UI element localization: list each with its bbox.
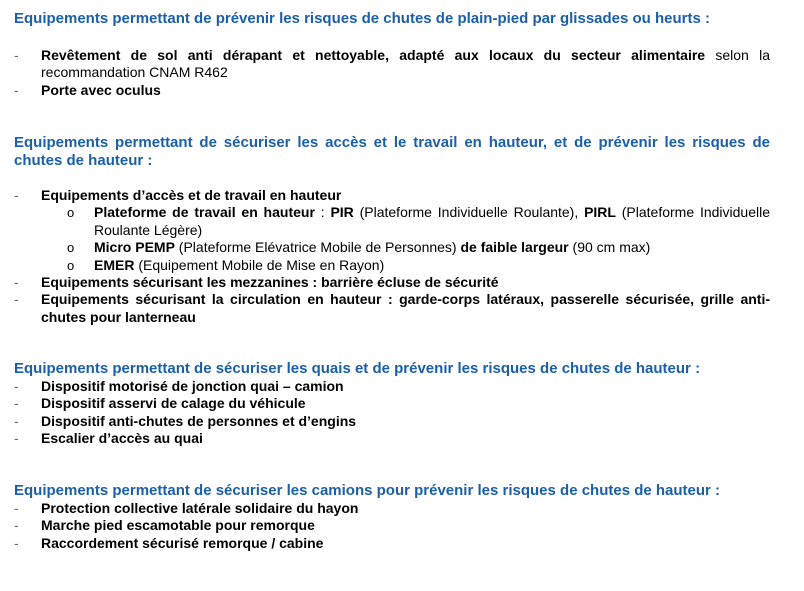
section-quais [14,360,770,448]
list-item: - Dispositif asservi de calage du véhicule [14,395,770,412]
list-item: - Equipements sécurisant les mezzanines : barrière écluse de sécurité [14,274,770,291]
list-item: - Protection collective latérale solidaire du hayon [14,500,770,517]
sub-bold-text: PIR [330,204,354,221]
sub-normal-text: : [314,204,331,221]
circle-bullet-icon: o [67,205,75,221]
section-heading: Equipements permettant de sécuriser les quais et de prévenir les risques de chutes de hauteur : [14,360,701,377]
sub-bold-text: de faible largeur [460,239,569,256]
list-item: - Equipements sécurisant la circulation en hauteur : garde-corps latéraux, passerelle sécurisée, grille anti-chutes pour lanterneau [14,291,770,326]
sub-list-item [14,239,770,256]
list-item: - Marche pied escamotable pour remorque [14,517,770,534]
item-text: Equipements d’accès et de travail en hauteur [41,187,342,203]
sub-bold-text: Micro PEMP [94,239,175,256]
item-list [14,378,770,448]
circle-bullet-icon: o [67,257,75,273]
item-list [14,500,770,552]
section-heading: Equipements permettant de prévenir les risques de chutes de plain-pied par glissades ou heurts : [14,10,711,27]
sub-bold-text: PIRL [584,204,616,221]
sub-normal-text: (Plateforme Individuelle Roulante Légère) [94,204,770,238]
sub-bold-text: EMER [94,256,135,273]
item-bold-text: Revêtement de sol anti dérapant et nettoyable, adapté aux locaux du secteur alimentaire [41,47,706,63]
sub-list-item [14,257,770,274]
section-plain-pied [14,10,770,99]
list-item [14,187,770,204]
sub-bold-text: Plateforme de travail en hauteur [94,204,315,221]
sub-normal-text: (Plateforme Individuelle Roulante), [353,204,585,221]
list-item: - Raccordement sécurisé remorque / cabine [14,535,770,552]
sub-normal-text: (Equipement Mobile de Mise en Rayon) [134,256,385,273]
circle-bullet-icon: o [67,240,75,256]
item-list [14,47,770,99]
list-item [14,47,770,82]
list-item: - Dispositif motorisé de jonction quai – camion [14,378,770,395]
item-list [14,274,770,326]
section-camions [14,482,770,552]
sub-normal-text: (Plateforme Elévatrice Mobile de Personnes) [174,239,461,256]
item-normal-text: selon la recommandation CNAM R462 [41,47,770,81]
item-list [14,187,770,204]
list-item: - Porte avec oculus [14,82,770,99]
section-heading: Equipements permettant de sécuriser les accès et le travail en hauteur, et de prévenir les risques de chutes de hauteur : [14,134,770,169]
section-hauteur [14,134,770,326]
sub-normal-text: (90 cm max) [568,239,651,256]
sub-list-item [14,204,770,239]
section-heading: Equipements permettant de sécuriser les camions pour prévenir les risques de chutes de hauteur : [14,482,721,499]
list-item: - Escalier d’accès au quai [14,430,770,447]
list-item: - Dispositif anti-chutes de personnes et d’engins [14,413,770,430]
sub-list [14,204,770,274]
